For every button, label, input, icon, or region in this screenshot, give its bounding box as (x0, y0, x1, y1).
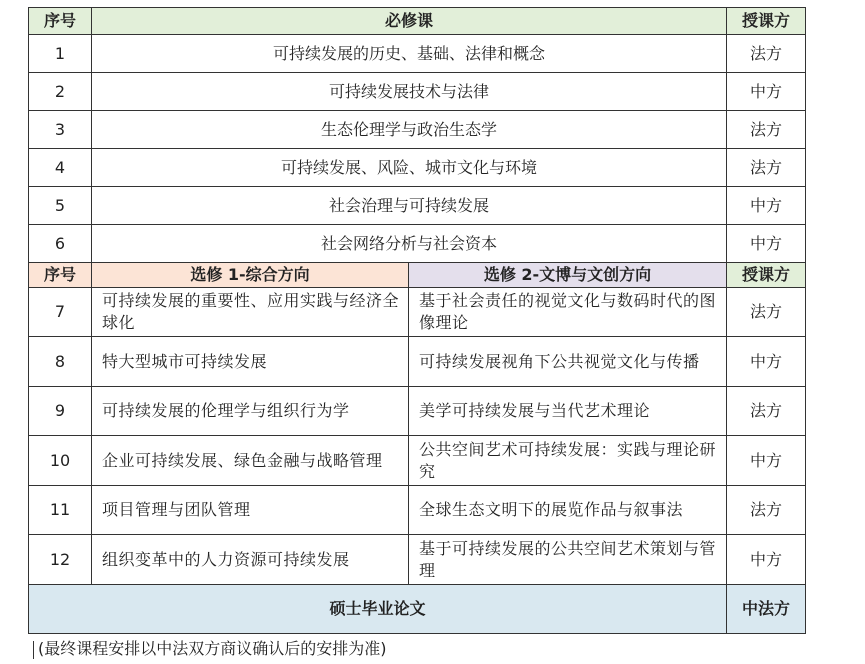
elective2-course: 全球生态文明下的展览作品与叙事法 (409, 486, 727, 535)
elective2-course: 美学可持续发展与当代艺术理论 (409, 387, 727, 436)
row-no: 9 (29, 387, 92, 436)
elective1-course: 企业可持续发展、绿色金融与战略管理 (92, 436, 409, 486)
required-course: 社会治理与可持续发展 (92, 187, 727, 225)
row-teacher: 中方 (727, 225, 806, 263)
table-row (29, 149, 806, 187)
table-row (29, 225, 806, 263)
table-row (29, 486, 806, 535)
required-header-row (29, 8, 806, 35)
row-teacher: 中方 (727, 73, 806, 111)
thesis-row (29, 585, 806, 634)
required-course: 可持续发展、风险、城市文化与环境 (92, 149, 727, 187)
row-teacher: 法方 (727, 288, 806, 337)
row-no: 11 (29, 486, 92, 535)
table-row (29, 387, 806, 436)
footnote (33, 636, 387, 659)
row-no: 2 (29, 73, 92, 111)
elective1-course: 可持续发展的伦理学与组织行为学 (92, 387, 409, 436)
row-teacher: 中方 (727, 535, 806, 585)
elective1-course: 组织变革中的人力资源可持续发展 (92, 535, 409, 585)
elective2-course: 基于社会责任的视觉文化与数码时代的图像理论 (409, 288, 727, 337)
row-no: 3 (29, 111, 92, 149)
table-row (29, 111, 806, 149)
elective-header-row (29, 263, 806, 288)
header-elective1: 选修 1-综合方向 (92, 263, 409, 288)
header-elective2: 选修 2-文博与文创方向 (409, 263, 727, 288)
row-no: 6 (29, 225, 92, 263)
row-no: 4 (29, 149, 92, 187)
row-teacher: 中方 (727, 436, 806, 486)
footnote-text: (最终课程安排以中法双方商议确认后的安排为准) (38, 639, 387, 658)
required-course: 可持续发展的历史、基础、法律和概念 (92, 35, 727, 73)
row-teacher: 法方 (727, 387, 806, 436)
table-row (29, 337, 806, 387)
row-teacher: 法方 (727, 35, 806, 73)
table-row (29, 535, 806, 585)
table-row (29, 187, 806, 225)
table-row (29, 73, 806, 111)
row-teacher: 法方 (727, 111, 806, 149)
elective1-course: 项目管理与团队管理 (92, 486, 409, 535)
table-row (29, 288, 806, 337)
header-teacher: 授课方 (727, 8, 806, 35)
row-no: 1 (29, 35, 92, 73)
text-cursor (33, 641, 34, 659)
header-teacher: 授课方 (727, 263, 806, 288)
row-no: 12 (29, 535, 92, 585)
required-course: 可持续发展技术与法律 (92, 73, 727, 111)
header-no: 序号 (29, 263, 92, 288)
required-course: 生态伦理学与政治生态学 (92, 111, 727, 149)
header-no: 序号 (29, 8, 92, 35)
thesis-label: 硕士毕业论文 (29, 585, 727, 634)
row-teacher: 中方 (727, 187, 806, 225)
row-teacher: 法方 (727, 486, 806, 535)
thesis-teacher: 中法方 (727, 585, 806, 634)
elective1-course: 可持续发展的重要性、应用实践与经济全球化 (92, 288, 409, 337)
elective1-course: 特大型城市可持续发展 (92, 337, 409, 387)
row-teacher: 法方 (727, 149, 806, 187)
elective2-course: 基于可持续发展的公共空间艺术策划与管理 (409, 535, 727, 585)
row-teacher: 中方 (727, 337, 806, 387)
row-no: 7 (29, 288, 92, 337)
row-no: 10 (29, 436, 92, 486)
curriculum-table (28, 7, 806, 634)
header-required: 必修课 (92, 8, 727, 35)
elective2-course: 公共空间艺术可持续发展：实践与理论研究 (409, 436, 727, 486)
row-no: 5 (29, 187, 92, 225)
elective2-course: 可持续发展视角下公共视觉文化与传播 (409, 337, 727, 387)
table-row (29, 436, 806, 486)
table-row (29, 35, 806, 73)
required-course: 社会网络分析与社会资本 (92, 225, 727, 263)
row-no: 8 (29, 337, 92, 387)
